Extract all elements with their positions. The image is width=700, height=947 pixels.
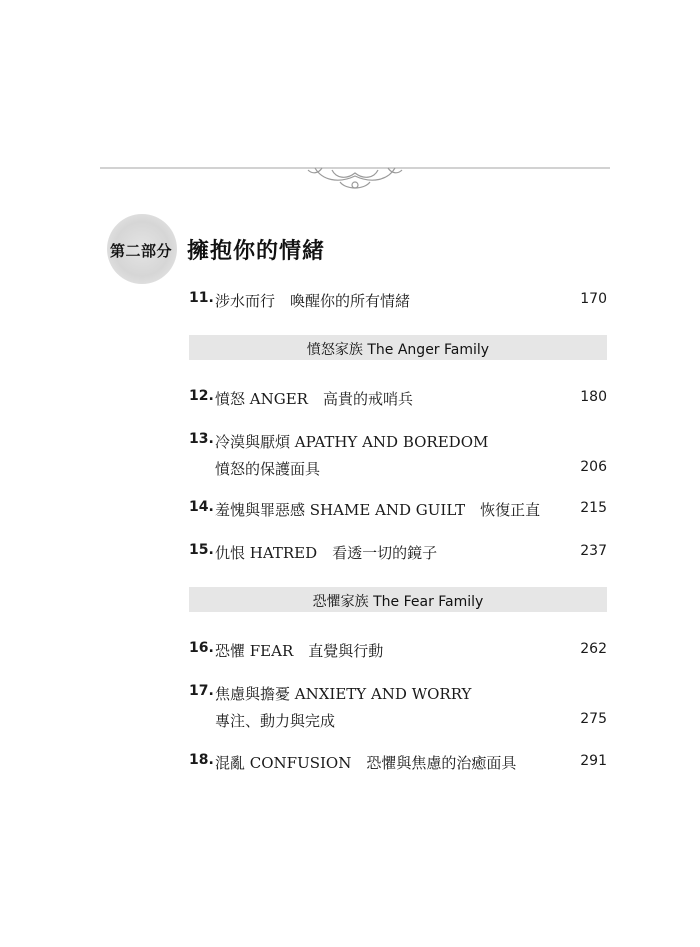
page-number: 206 xyxy=(580,459,607,475)
chapter-title: 焦慮與擔憂 ANXIETY AND WORRY xyxy=(215,685,472,703)
family-header-label: 憤怒家族 The Anger Family xyxy=(306,342,490,358)
chapter-title: 仇恨 HATRED 看透一切的鏡子 xyxy=(215,544,438,562)
chapter-subtitle: 憤怒的保護面具 xyxy=(215,460,321,478)
chapter-title: 恐懼 FEAR 直覺與行動 xyxy=(215,642,384,660)
family-header-label: 恐懼家族 The Fear Family xyxy=(312,594,484,610)
chapter-number: 11. xyxy=(189,290,214,306)
family-header xyxy=(189,335,607,360)
chapter-number: 18. xyxy=(189,752,214,768)
chapter-title: 憤怒 ANGER 高貴的戒哨兵 xyxy=(215,390,413,408)
chapter-number: 12. xyxy=(189,388,214,404)
chapter-title: 涉水而行 喚醒你的所有情緒 xyxy=(215,292,411,310)
ornament-divider xyxy=(100,160,610,200)
chapter-number: 13. xyxy=(189,431,214,447)
page-number: 180 xyxy=(580,389,607,405)
page-number: 275 xyxy=(580,711,607,727)
chapter-title: 混亂 CONFUSION 恐懼與焦慮的治癒面具 xyxy=(215,754,517,772)
page-number: 291 xyxy=(580,753,607,769)
chapter-subtitle: 專注、動力與完成 xyxy=(215,712,336,730)
page-number: 262 xyxy=(580,641,607,657)
page-number: 215 xyxy=(580,500,607,516)
chapter-title: 羞愧與罪惡感 SHAME AND GUILT 恢復正直 xyxy=(215,501,541,519)
page-number: 237 xyxy=(580,543,607,559)
chapter-number: 16. xyxy=(189,640,214,656)
part-label: 第二部分 xyxy=(110,242,173,260)
chapter-title: 冷漠與厭煩 APATHY AND BOREDOM xyxy=(215,433,489,451)
page-number: 170 xyxy=(580,291,607,307)
chapter-number: 14. xyxy=(189,499,214,515)
part-title: 擁抱你的情緒 xyxy=(187,239,326,264)
family-header xyxy=(189,587,607,612)
chapter-number: 15. xyxy=(189,542,214,558)
chapter-number: 17. xyxy=(189,683,214,699)
